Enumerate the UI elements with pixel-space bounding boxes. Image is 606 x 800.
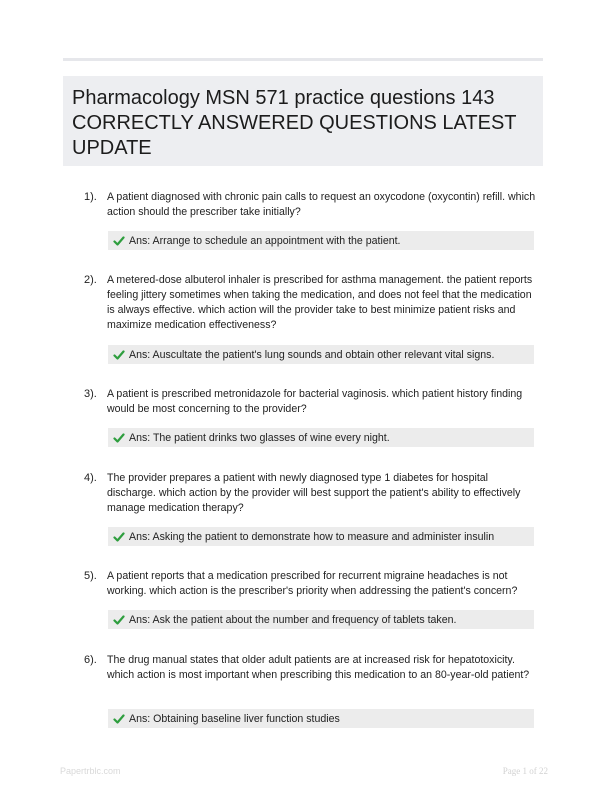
answer-box: [108, 428, 534, 447]
answer-box: [108, 709, 534, 728]
check-icon: [113, 614, 125, 626]
check-icon: [113, 432, 125, 444]
question-number: 6).: [84, 654, 97, 666]
answer-box: [108, 527, 534, 546]
check-icon: [113, 235, 125, 247]
top-divider: [63, 58, 543, 61]
answer-text: Ans: Ask the patient about the number and frequency of tablets taken.: [129, 613, 457, 626]
question-text: The drug manual states that older adult patients are at increased risk for hepatotoxicity. which action is most important when prescribing this medication to an 80-year-old patient?: [107, 654, 530, 681]
answer-box: [108, 345, 534, 364]
answer-text: Ans: The patient drinks two glasses of wine every night.: [129, 431, 390, 444]
question-text: A patient is prescribed metronidazole for bacterial vaginosis. which patient history finding would be most concerning to the provider?: [107, 388, 523, 415]
question-number: 3).: [84, 388, 97, 400]
title-box: [63, 76, 543, 166]
answer-text: Ans: Asking the patient to demonstrate how to measure and administer insulin: [129, 530, 495, 543]
question-text: A patient reports that a medication prescribed for recurrent migraine headaches is not working. which action is the prescriber's priority when addressing the patient's concern?: [107, 570, 518, 597]
answer-box: [108, 231, 534, 250]
page-number: Page 1 of 22: [502, 766, 548, 776]
answer-text: Ans: Obtaining baseline liver function studies: [129, 712, 340, 725]
answer-text: Ans: Auscultate the patient's lung sounds and obtain other relevant vital signs.: [129, 348, 495, 361]
question-number: 4).: [84, 472, 97, 484]
question-number: 5).: [84, 570, 97, 582]
check-icon: [113, 349, 125, 361]
question-text: A patient diagnosed with chronic pain calls to request an oxycodone (oxycontin) refill. which action should the prescriber take initially?: [107, 191, 536, 218]
check-icon: [113, 531, 125, 543]
check-icon: [113, 713, 125, 725]
question-text: The provider prepares a patient with newly diagnosed type 1 diabetes for hospital discharge. which action by the provider will best support the patient's ability to effectively manage medication therapy?: [107, 472, 521, 514]
question-text: A metered-dose albuterol inhaler is prescribed for asthma management. the patient reports feeling jittery sometimes when taking the medication, and does not feel that the medication is always effective. which action will the provider take to best minimize patient risks and maximize medication effectiveness?: [107, 274, 533, 331]
answer-text: Ans: Arrange to schedule an appointment with the patient.: [129, 234, 401, 247]
document-title: Pharmacology MSN 571 practice questions 143 CORRECTLY ANSWERED QUESTIONS LATEST UPDATE: [72, 87, 517, 159]
question-number: 1).: [84, 191, 97, 203]
question-number: 2).: [84, 274, 97, 286]
footer-watermark: Papertrblc.com: [60, 766, 121, 776]
answer-box: [108, 610, 534, 629]
